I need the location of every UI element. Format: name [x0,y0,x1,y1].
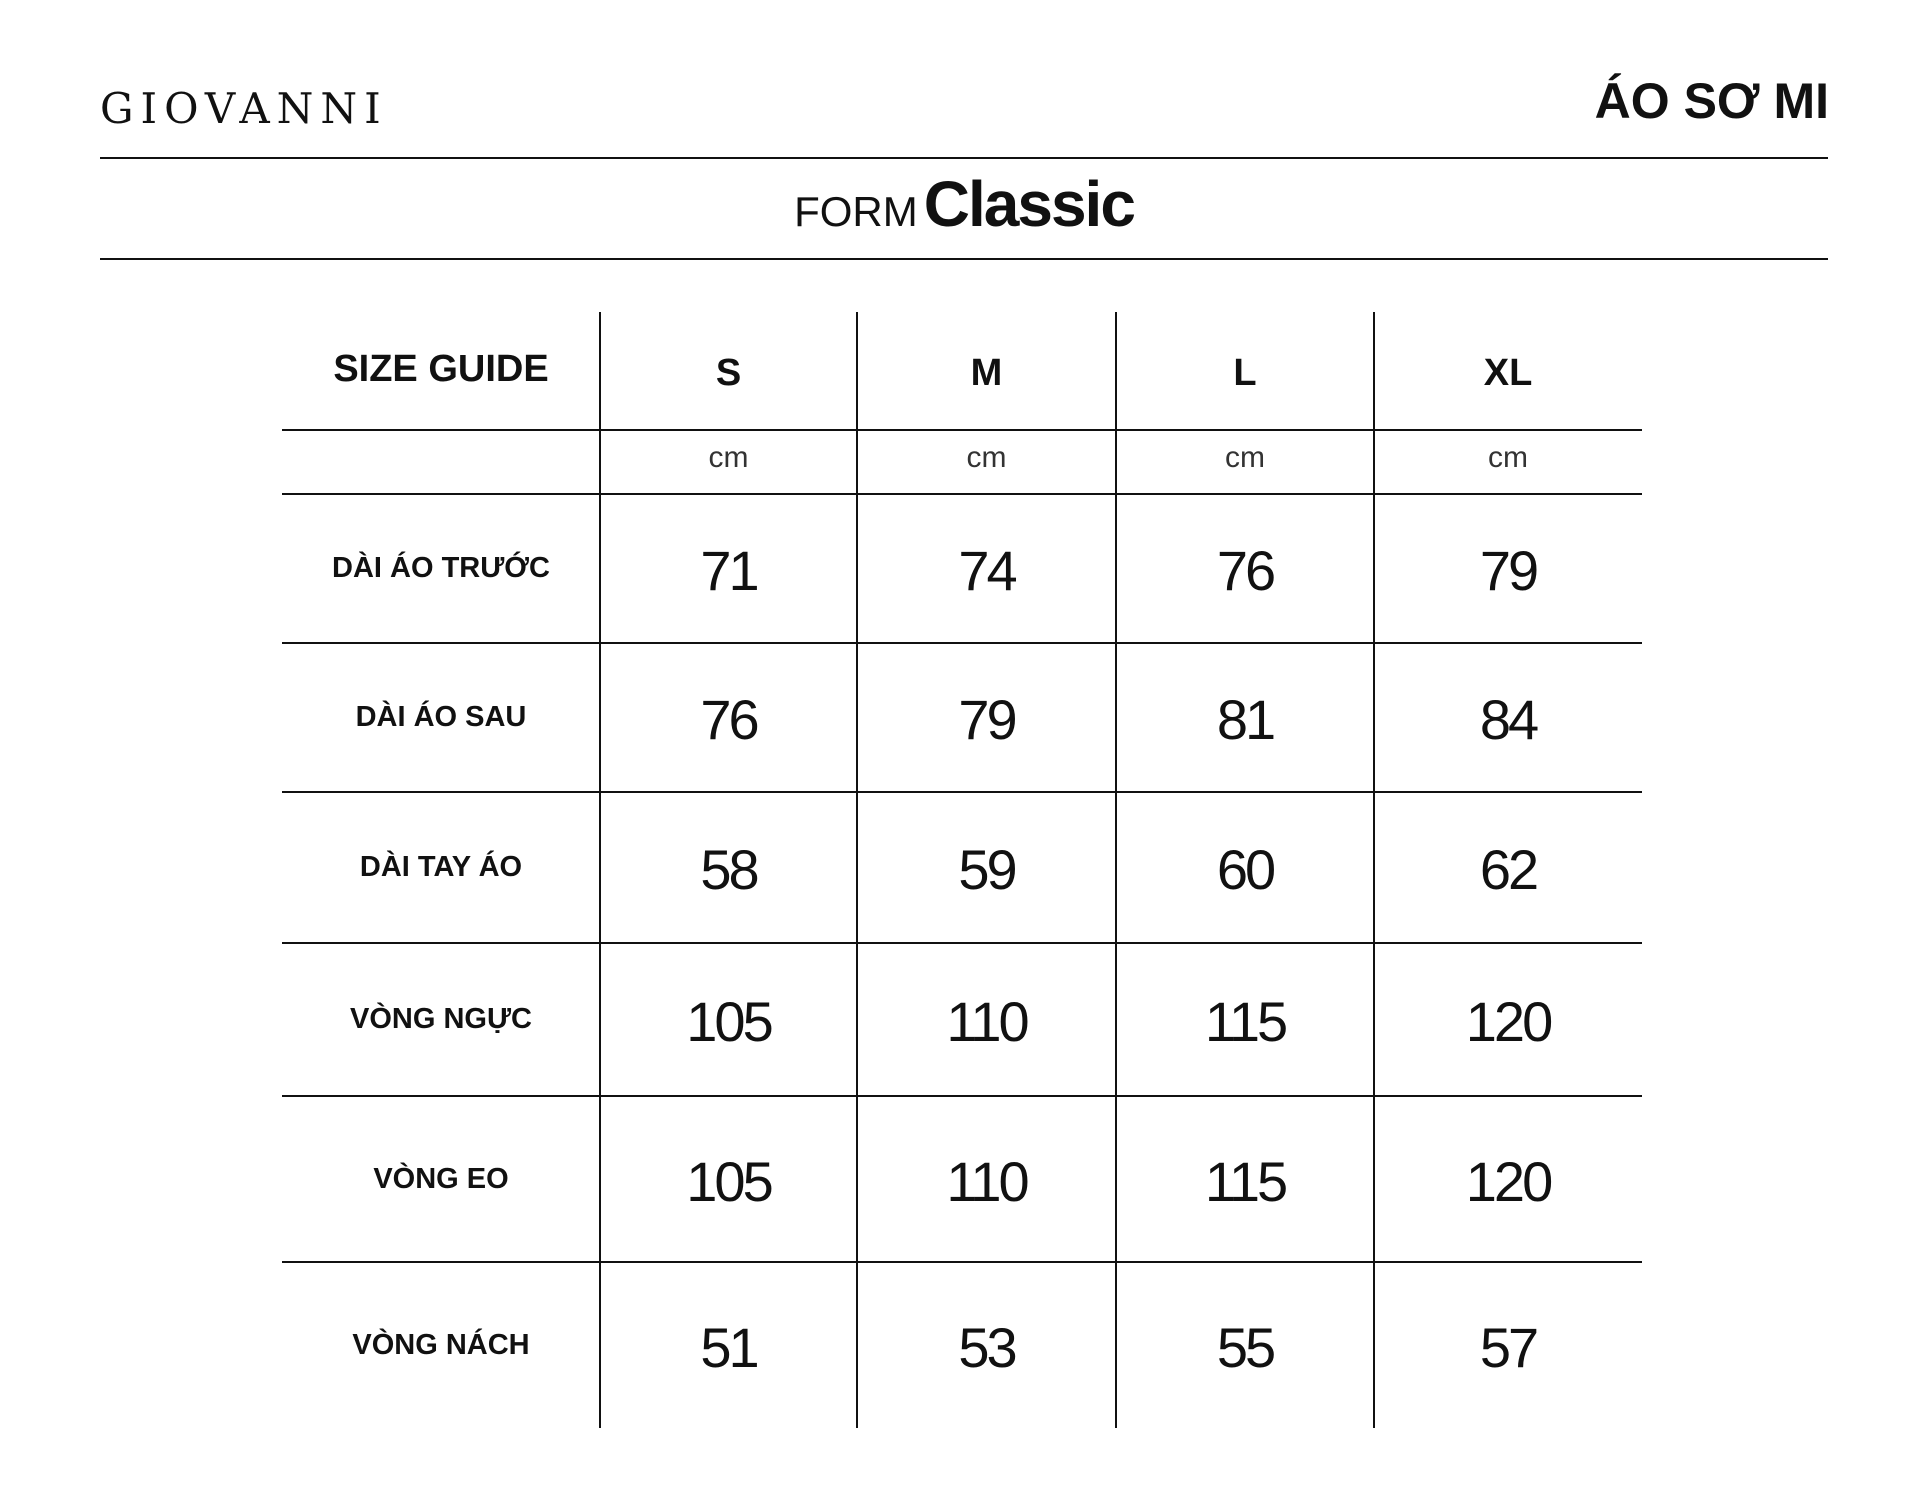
measurement-value: 55 [1216,1315,1274,1379]
measurement-label: DÀI ÁO SAU [355,701,527,733]
measurement-value: 79 [958,688,1015,751]
form-prefix: FORM [794,188,918,235]
measurement-value: 71 [700,539,757,602]
brand-logo: GIOVANNI [100,84,388,133]
size-guide-label: SIZE GUIDE [333,347,549,390]
measurement-value: 53 [958,1315,1015,1379]
measurement-value: 51 [700,1315,757,1379]
measurement-value: 115 [1204,990,1286,1053]
measurement-value: 74 [958,539,1015,602]
measurement-value: 60 [1216,838,1274,901]
measurement-value: 59 [958,838,1015,901]
size-header-l: L [1233,351,1257,394]
measurement-value: 79 [1479,539,1537,602]
measurement-label: DÀI ÁO TRƯỚC [332,552,550,584]
size-guide-table [282,312,1642,1428]
unit-label: cm [1225,441,1265,474]
measurement-value: 110 [946,1149,1027,1213]
measurement-value: 110 [946,990,1027,1053]
measurement-value: 57 [1479,1315,1537,1379]
measurement-value: 105 [686,990,771,1053]
measurement-value: 120 [1465,1149,1551,1213]
measurement-label: VÒNG NGỰC [350,1003,532,1035]
form-title [0,168,1920,240]
size-header-s: S [715,351,742,394]
unit-label: cm [708,441,749,474]
form-name: Classic [923,168,1134,240]
product-title: ÁO SƠ MI [1594,73,1829,129]
measurement-value: 115 [1204,1149,1286,1213]
size-header-xl: XL [1483,351,1533,394]
size-header-m: M [970,351,1003,394]
unit-label: cm [966,441,1007,474]
measurement-value: 105 [686,1149,771,1213]
measurement-label: DÀI TAY ÁO [359,851,523,883]
measurement-label: VÒNG NÁCH [352,1328,530,1361]
divider-bottom [100,258,1828,260]
measurement-value: 76 [700,688,757,751]
measurement-value: 76 [1216,539,1274,602]
measurement-value: 58 [700,838,757,901]
measurement-label: VÒNG EO [373,1162,509,1195]
measurement-value: 84 [1479,688,1537,751]
divider-top [100,157,1828,159]
measurement-value: 120 [1465,990,1551,1053]
measurement-value: 62 [1479,838,1537,901]
unit-label: cm [1488,441,1528,474]
measurement-value: 81 [1216,688,1274,751]
